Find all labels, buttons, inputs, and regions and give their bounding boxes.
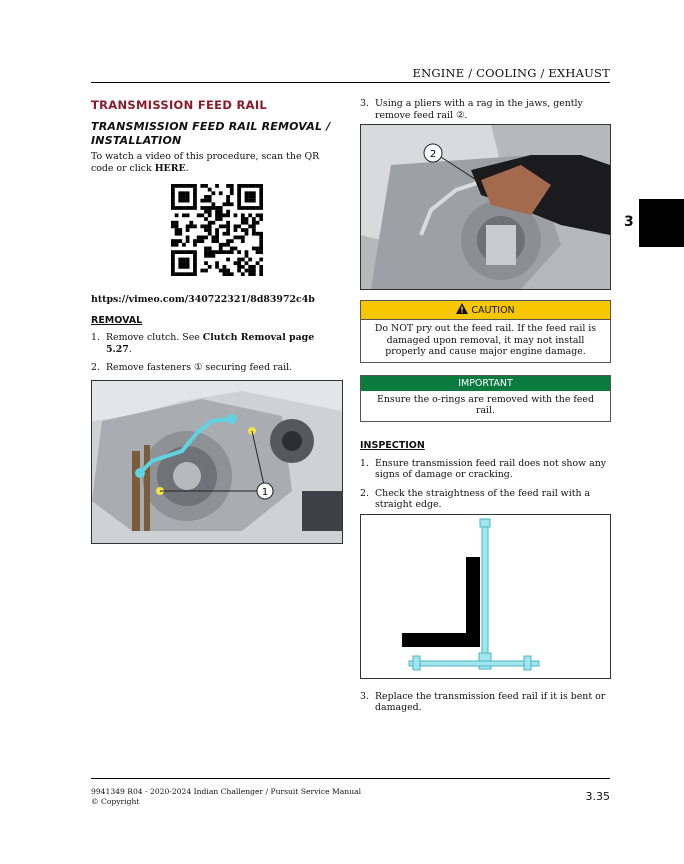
removal-step-3	[360, 98, 611, 121]
list-item: 2. Remove fasteners ① securing feed rail.	[91, 362, 293, 373]
video-url[interactable]: https://vimeo.com/340722321/8d83972c4b	[91, 294, 315, 305]
caution-label: CAUTION	[471, 305, 515, 316]
caution-text: Do NOT pry out the feed rail. If the feed rail is damaged upon removal, it may not install properly and cause major engine damage.	[374, 323, 597, 357]
chapter-tab	[639, 199, 684, 247]
cross-reference-link[interactable]: Clutch Removal page 5.27	[106, 332, 315, 355]
inspection-steps	[360, 458, 611, 511]
figure-fastener-removal	[91, 380, 343, 544]
qr-code[interactable]	[171, 184, 263, 276]
subsection-title: TRANSMISSION FEED RAIL REMOVAL / INSTALLATION	[91, 120, 331, 147]
figure-callout: 1	[261, 486, 269, 498]
list-item: 3. Replace the transmission feed rail if it is bent or damaged.	[360, 690, 606, 713]
footer-manual-title: 9941349 R04 - 2020-2024 Indian Challenger / Pursuit Service Manual	[91, 787, 362, 796]
footer-copyright: © Copyright	[91, 796, 140, 806]
removal-steps	[91, 332, 343, 374]
section-title: TRANSMISSION FEED RAIL	[91, 98, 268, 112]
page-number: 3.35	[585, 790, 610, 803]
list-item: 1. Remove clutch. See Clutch Removal page 5.27.	[91, 332, 315, 355]
footer-publication	[91, 787, 361, 806]
right-column	[360, 98, 611, 721]
video-link[interactable]: HERE	[154, 162, 186, 174]
figure-straight-edge-check	[360, 514, 611, 679]
removal-heading: REMOVAL	[91, 315, 143, 326]
header-rule	[91, 82, 610, 83]
warning-triangle-icon	[456, 303, 468, 314]
important-label: IMPORTANT	[361, 376, 610, 391]
caution-header	[361, 301, 610, 320]
left-column	[91, 98, 343, 544]
chapter-number: 3	[624, 214, 634, 230]
important-box	[360, 375, 611, 422]
list-item: 1. Ensure transmission feed rail does not show any signs of damage or cracking.	[360, 457, 607, 480]
header-title: ENGINE / COOLING / EXHAUST	[412, 66, 610, 80]
footer-rule	[91, 778, 610, 779]
qr-code-graphic	[171, 184, 263, 276]
list-item: 3. Using a pliers with a rag in the jaws, gently remove feed rail ②.	[360, 98, 583, 121]
intro-text: To watch a video of this procedure, scan the QR code or click HERE.	[91, 151, 320, 174]
caution-box	[360, 300, 611, 363]
figure-callout: 2	[429, 149, 437, 160]
figure-feed-rail-removal	[360, 124, 611, 290]
replace-step	[360, 691, 611, 714]
list-item: 2. Check the straightness of the feed rail with a straight edge.	[360, 487, 591, 510]
important-text: Ensure the o-rings are removed with the feed rail.	[377, 393, 594, 416]
inspection-heading: INSPECTION	[360, 439, 425, 451]
